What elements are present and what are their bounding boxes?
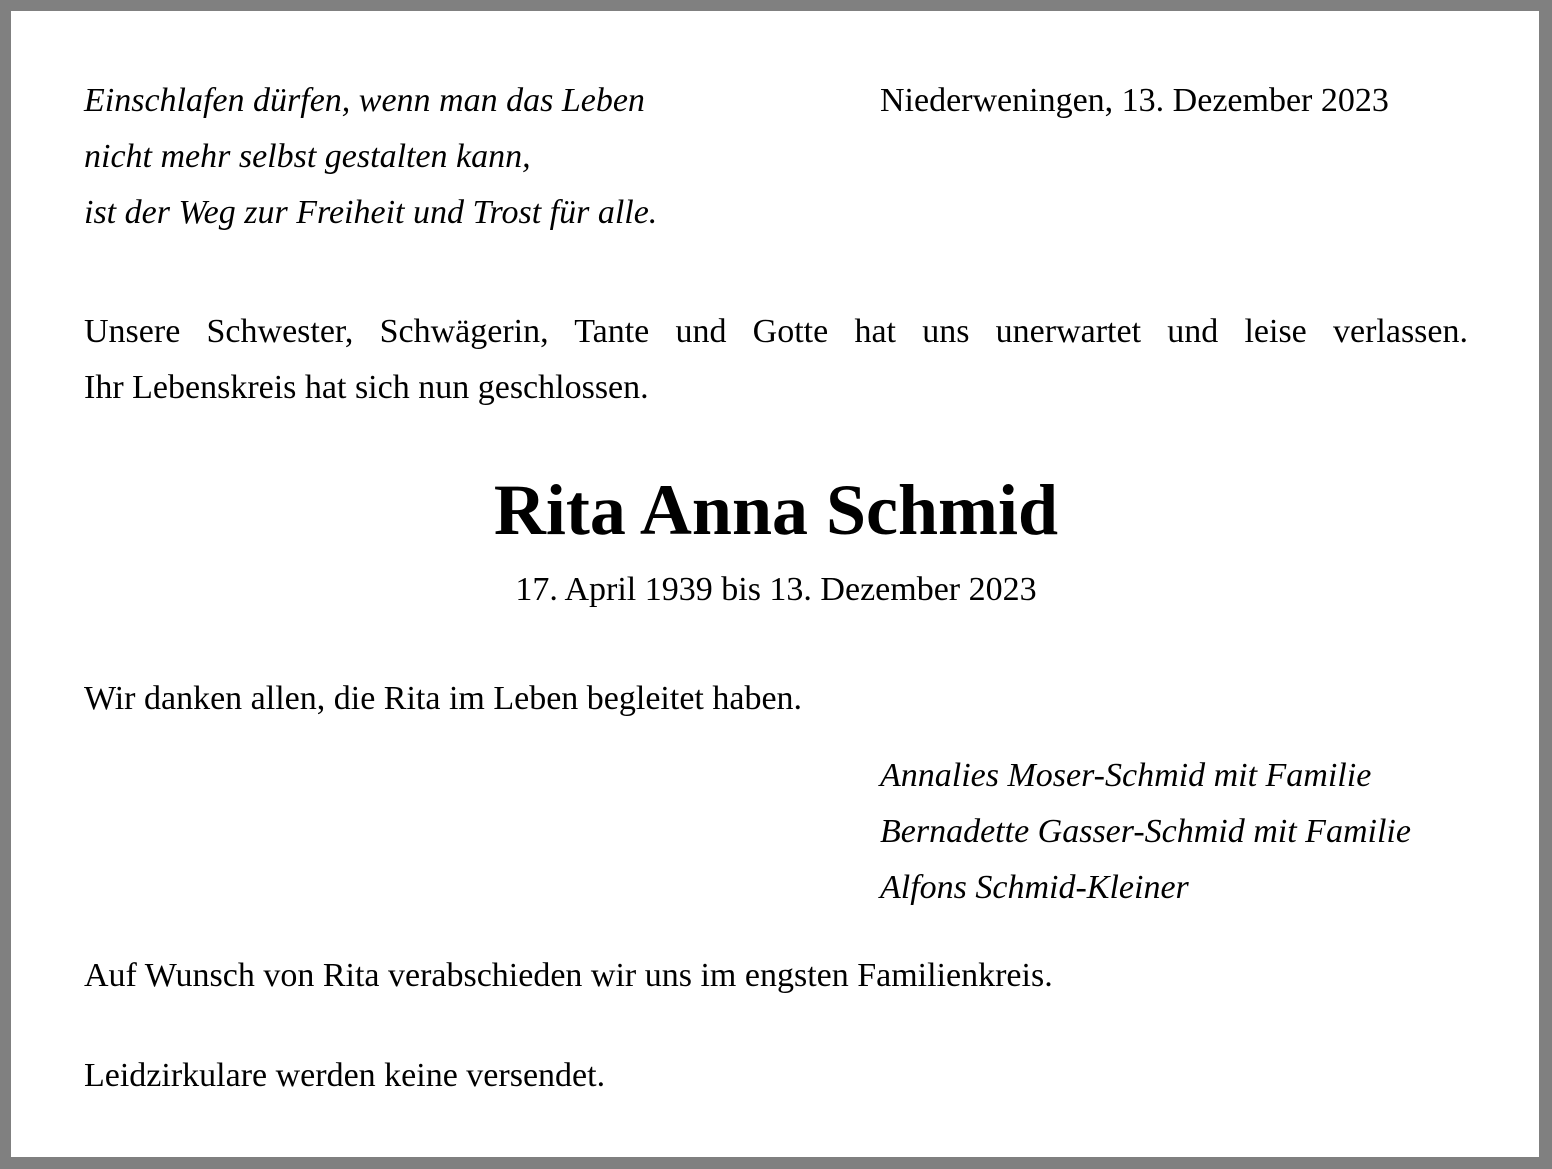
intro-line-1: Unsere Schwester, Schwägerin, Tante und Gotte hat uns unerwartet und leise verlassen. [84, 313, 1468, 350]
mourner-2: Bernadette Gasser-Schmid mit Familie [880, 813, 1411, 850]
motto-line-2: nicht mehr selbst gestalten kann, [84, 138, 531, 175]
mourner-3: Alfons Schmid-Kleiner [880, 869, 1189, 906]
motto-line-3: ist der Weg zur Freiheit und Trost für alle. [84, 194, 658, 231]
motto-line-1: Einschlafen dürfen, wenn man das Leben [84, 82, 645, 119]
place-date: Niederweningen, 13. Dezember 2023 [880, 82, 1389, 119]
deceased-name: Rita Anna Schmid [493, 470, 1059, 550]
obituary-page [11, 11, 1539, 1157]
intro-line-2: Ihr Lebenskreis hat sich nun geschlossen. [84, 369, 649, 406]
mourner-1: Annalies Moser-Schmid mit Familie [880, 757, 1372, 794]
life-dates: 17. April 1939 bis 13. Dezember 2023 [515, 571, 1037, 608]
farewell-note: Auf Wunsch von Rita verabschieden wir uns im engsten Familienkreis. [84, 957, 1053, 994]
circular-note: Leidzirkulare werden keine versendet. [84, 1057, 606, 1094]
thanks-text: Wir danken allen, die Rita im Leben begleitet haben. [84, 680, 803, 717]
